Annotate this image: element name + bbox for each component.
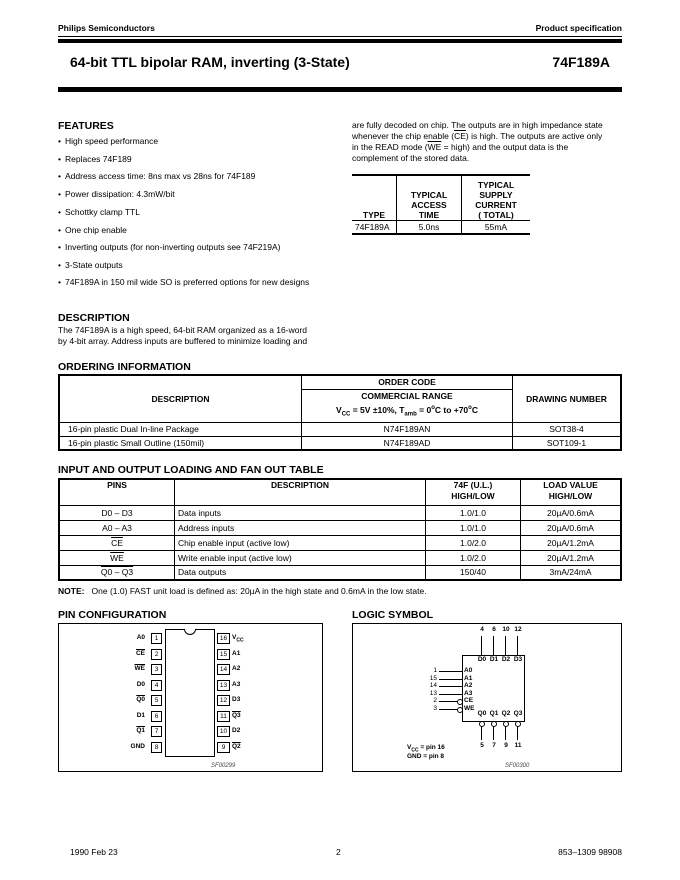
pin-line <box>439 701 458 702</box>
company-name: Philips Semiconductors <box>58 23 155 33</box>
pin-number: 6 <box>492 626 496 633</box>
feature-item-text: One chip enable <box>65 225 127 235</box>
text-run: whenever the chip enable ( <box>352 131 455 141</box>
pin-number: 5 <box>480 742 484 749</box>
footer-code: 853–1309 98908 <box>558 847 622 857</box>
text-run: = high) and the output data is the <box>441 142 569 152</box>
feature-item-text: High speed performance <box>65 136 159 146</box>
pin-number: 16 <box>217 633 230 644</box>
pin-number: 15 <box>217 649 230 660</box>
pin-label: D0 <box>136 680 145 688</box>
text-run: C to +70 <box>434 405 469 416</box>
pin-label: D1 <box>136 711 145 719</box>
part-number: 74F189A <box>552 54 610 70</box>
pin-number: 1 <box>433 667 437 674</box>
ordering-header-desc: DESCRIPTION <box>59 375 302 422</box>
pin-number: 11 <box>514 742 522 749</box>
text-run: amb <box>404 412 417 419</box>
pin-number: 2 <box>433 697 437 705</box>
table-row <box>59 520 621 535</box>
load-cell: 20µA/1.2mA <box>521 535 622 550</box>
pin-label: A1 <box>464 674 473 682</box>
ordering-header-order-code: ORDER CODE <box>302 375 513 389</box>
pin-label: Q3 <box>513 710 523 717</box>
loading-heading: INPUT AND OUTPUT LOADING AND FAN OUT TABLE <box>58 464 324 476</box>
feature-item-text: Address access time: 8ns max vs 28ns for 74F189 <box>65 171 256 181</box>
description-line: The 74F189A is a high speed, 64-bit RAM organized as a 16-word <box>58 325 308 335</box>
pin-number: 10 <box>502 626 510 633</box>
footer-date: 1990 Feb 23 <box>70 847 118 857</box>
we-signal: $\overline{WE}$ <box>110 552 124 563</box>
pin-number: 1 <box>151 633 162 644</box>
typical-header-supply <box>462 175 531 220</box>
pin-line <box>439 694 462 695</box>
note-text: One (1.0) FAST unit load is defined as: 20µA in the high state and 0.6mA in the low state. <box>91 586 427 596</box>
pins-cell <box>59 535 175 550</box>
desc-cont-line <box>352 131 627 142</box>
pin-label: D3 <box>232 696 241 703</box>
header-line: CURRENT <box>475 199 517 210</box>
pin-label: Q1 <box>489 710 499 717</box>
logic-gnd-note: GND = pin 8 <box>407 753 445 760</box>
text-run: V <box>336 405 342 416</box>
page-title: 64-bit TTL bipolar RAM, inverting (3-State) <box>70 54 350 70</box>
typical-data-row <box>352 220 530 234</box>
logic-vcc-note <box>407 744 445 753</box>
load-cell: 3mA/24mA <box>521 565 622 580</box>
header-line: LOAD VALUE <box>543 480 598 490</box>
pin-label: D2 <box>501 656 511 663</box>
pin-number: 12 <box>514 626 522 633</box>
load-cell: 20µA/0.6mA <box>521 505 622 520</box>
header-line: TYPICAL <box>410 189 448 200</box>
loading-header-row <box>59 479 621 505</box>
ordering-header-range: COMMERCIAL RANGE <box>302 389 513 402</box>
ordering-code-cell: N74F189AN <box>302 422 513 436</box>
typical-supply-cell: 55mA <box>462 220 531 234</box>
header-line: SUPPLY <box>479 189 513 200</box>
pin-number: 2 <box>151 649 162 660</box>
text-run: 10%, T <box>377 405 405 416</box>
header-line: TIME <box>418 209 440 220</box>
ordering-desc-cell: 16-pin plastic Small Outline (150mil) <box>59 436 302 450</box>
description-line: by 4-bit array. Address inputs are buffered to minimize loading and <box>58 336 308 346</box>
pin-number: 4 <box>151 680 162 691</box>
feature-item-text: Power dissipation: 4.3mW/bit <box>65 189 175 199</box>
description-heading: DESCRIPTION <box>58 312 130 324</box>
pin-label-sub: CC <box>236 637 244 644</box>
pin-label: $\overline{WE}$ <box>134 665 145 672</box>
pin-number: 13 <box>217 680 230 691</box>
load-cell: 20µA/1.2mA <box>521 550 622 565</box>
typical-type-cell: 74F189A <box>352 220 397 234</box>
description-text <box>58 325 307 347</box>
inversion-bubble-icon <box>491 721 497 727</box>
pin-label: A0 <box>136 634 145 641</box>
pin-label: A2 <box>464 682 473 690</box>
text-run: V <box>407 744 412 751</box>
header-line: TYPICAL <box>477 179 515 190</box>
text-run: o <box>431 405 435 412</box>
loading-header-pins: PINS <box>59 479 175 505</box>
pin-line <box>481 636 482 655</box>
table-row <box>59 422 621 436</box>
ordering-header-drawing: DRAWING NUMBER <box>513 375 622 422</box>
ordering-table <box>58 374 622 451</box>
desc-cont-line <box>352 142 627 153</box>
text-run: CC <box>341 412 351 419</box>
pin-label: Q2 <box>501 710 511 717</box>
pin-label: $V_{CC}$ <box>232 634 244 644</box>
pin-number: 14 <box>429 682 437 690</box>
header-rule-thick <box>58 39 622 43</box>
header-line: 74F (U.L.) <box>453 480 493 490</box>
inversion-bubble-icon <box>515 721 521 727</box>
desc-cell: Chip enable input (active low) <box>175 535 426 550</box>
text-run: = 0 <box>416 405 432 416</box>
loading-header-load <box>521 479 622 505</box>
text-run: = 5V <box>350 405 373 416</box>
feature-item-text: Schottky clamp TTL <box>65 207 140 217</box>
desc-cell: Address inputs <box>175 520 426 535</box>
pin-label: Q0 <box>477 710 487 717</box>
pin-number: 13 <box>429 689 437 697</box>
table-row <box>59 535 621 550</box>
pin-number: 12 <box>217 695 230 706</box>
pin-label: A1 <box>232 649 241 657</box>
table-row <box>59 565 621 580</box>
logic-heading: LOGIC SYMBOL <box>352 609 434 621</box>
table-row <box>59 436 621 450</box>
desc-cell: Data outputs <box>175 565 426 580</box>
ce-signal: $\overline{CE}$ <box>454 131 466 141</box>
pin-line <box>439 671 462 672</box>
ul-cell: 1.0/1.0 <box>426 520 521 535</box>
pin-label: A3 <box>464 689 473 697</box>
pin-label: D0 <box>477 656 487 663</box>
pin-config-frame <box>58 623 323 772</box>
feature-item-text: 74F189A in 150 mil wide SO is preferred options for new designs <box>65 277 310 287</box>
header-line: ACCESS <box>411 199 447 210</box>
pin-label: GND <box>130 742 145 750</box>
pin-number: 5 <box>151 695 162 706</box>
pin-number: 9 <box>504 742 508 749</box>
ordering-header-row <box>59 375 621 389</box>
pin-label: A3 <box>232 680 241 688</box>
pin-number: 15 <box>429 674 437 682</box>
pin-line <box>439 686 462 687</box>
pin-label: D1 <box>489 656 499 663</box>
typical-access-cell: 5.0ns <box>397 220 462 234</box>
ul-cell: 1.0/2.0 <box>426 550 521 565</box>
ul-cell: 1.0/2.0 <box>426 535 521 550</box>
pins-cell <box>59 550 175 565</box>
description-continued <box>352 120 627 164</box>
pin-number: 10 <box>217 726 230 737</box>
pin-line <box>493 726 494 740</box>
pin-label: A0 <box>464 667 473 674</box>
pin-number: 6 <box>151 711 162 722</box>
pin-line <box>481 726 482 740</box>
text-run: ) is high. The outputs are active only <box>465 131 603 141</box>
pin-line <box>517 726 518 740</box>
pin-label: A2 <box>232 665 241 672</box>
typical-header-type: TYPE <box>352 175 397 220</box>
typical-header-access <box>397 175 462 220</box>
text-run: o <box>468 405 472 412</box>
inversion-bubble-icon <box>479 721 485 727</box>
ordering-heading: ORDERING INFORMATION <box>58 361 191 373</box>
dip-package <box>165 629 215 757</box>
pin-line <box>439 709 458 710</box>
footer-page: 2 <box>336 847 341 857</box>
we-signal: $\overline{WE}$ <box>427 142 442 152</box>
ordering-header-conditions <box>302 402 513 422</box>
pin-label: Q0 <box>136 696 145 703</box>
typical-table <box>352 174 530 235</box>
feature-item-text: Replaces 74F189 <box>65 154 132 164</box>
pin-number: 3 <box>433 705 437 712</box>
pin-label: D2 <box>232 727 241 734</box>
pin-number: 8 <box>151 742 162 753</box>
pin-label: Q1 <box>136 727 145 734</box>
feature-item-text: 3-State outputs <box>65 260 123 270</box>
pins-cell <box>59 565 175 580</box>
pin-config-code: SF00299 <box>211 763 236 769</box>
pins-cell: D0 – D3 <box>59 505 175 520</box>
ordering-code-cell: N74F189AD <box>302 436 513 450</box>
header-line: HIGH/LOW <box>451 491 495 501</box>
ordering-desc-cell: 16-pin plastic Dual In-line Package <box>59 422 302 436</box>
table-row <box>59 505 621 520</box>
pin-number: 11 <box>217 711 230 722</box>
text-run: = pin 16 <box>418 744 445 751</box>
desc-cont-line: are fully decoded on chip. The outputs are in high impedance state <box>352 120 603 130</box>
pin-label: $\overline{CE}$ <box>135 649 145 657</box>
pin-line <box>505 636 506 655</box>
pin-config-heading: PIN CONFIGURATION <box>58 609 167 621</box>
pin-line <box>517 636 518 655</box>
text-run: in the READ mode ( <box>352 142 428 152</box>
feature-item-text: Inverting outputs (for non-inverting outputs see 74F219A) <box>65 242 281 252</box>
pin-number: 7 <box>492 742 496 749</box>
note-label: NOTE: <box>58 586 85 596</box>
pin-number: 14 <box>217 664 230 675</box>
pin-number: 4 <box>480 626 484 633</box>
pin-label: WE <box>464 705 475 712</box>
title-rule <box>58 87 622 92</box>
header-line: HIGH/LOW <box>548 491 593 501</box>
pin-number: 3 <box>151 664 162 675</box>
desc-cell: Write enable input (active low) <box>175 550 426 565</box>
header-rule-thin <box>58 36 622 37</box>
ordering-drawing-cell: SOT109-1 <box>513 436 622 450</box>
pin-line <box>493 636 494 655</box>
logic-code: SF00300 <box>505 763 530 769</box>
desc-cont-line: complement of the stored data. <box>352 153 470 163</box>
notch-icon <box>184 629 196 635</box>
pin-label: Q3 <box>232 711 241 719</box>
doc-type: Product specification <box>535 23 622 33</box>
load-cell: 20µA/0.6mA <box>521 520 622 535</box>
ce-signal: $\overline{CE}$ <box>111 537 123 548</box>
pin-line <box>439 679 462 680</box>
text-run: ± <box>372 405 378 416</box>
loading-table <box>58 478 622 581</box>
loading-header-ul <box>426 479 521 505</box>
q-signal: Q0 – Q3 <box>100 567 134 578</box>
ordering-drawing-cell: SOT38-4 <box>513 422 622 436</box>
desc-cell: Data inputs <box>175 505 426 520</box>
ul-cell: 1.0/1.0 <box>426 505 521 520</box>
pins-cell: A0 – A3 <box>59 520 175 535</box>
logic-symbol-frame <box>352 623 622 772</box>
table-row <box>59 550 621 565</box>
pin-line <box>505 726 506 740</box>
header-line: ( TOTAL) <box>478 209 514 220</box>
pin-number: 9 <box>217 742 230 753</box>
loading-note <box>58 586 427 596</box>
pin-label: CE <box>464 697 474 705</box>
typical-header-row <box>352 175 530 220</box>
pin-label: Q2 <box>232 742 241 750</box>
ul-cell: 150/40 <box>426 565 521 580</box>
pin-number: 7 <box>151 726 162 737</box>
inversion-bubble-icon <box>457 707 463 713</box>
text-run: CC <box>411 747 419 754</box>
pin-label: D3 <box>513 656 523 663</box>
features-heading: FEATURES <box>58 120 114 132</box>
loading-header-desc: DESCRIPTION <box>175 479 426 505</box>
text-run: C <box>471 405 478 416</box>
inversion-bubble-icon <box>503 721 509 727</box>
